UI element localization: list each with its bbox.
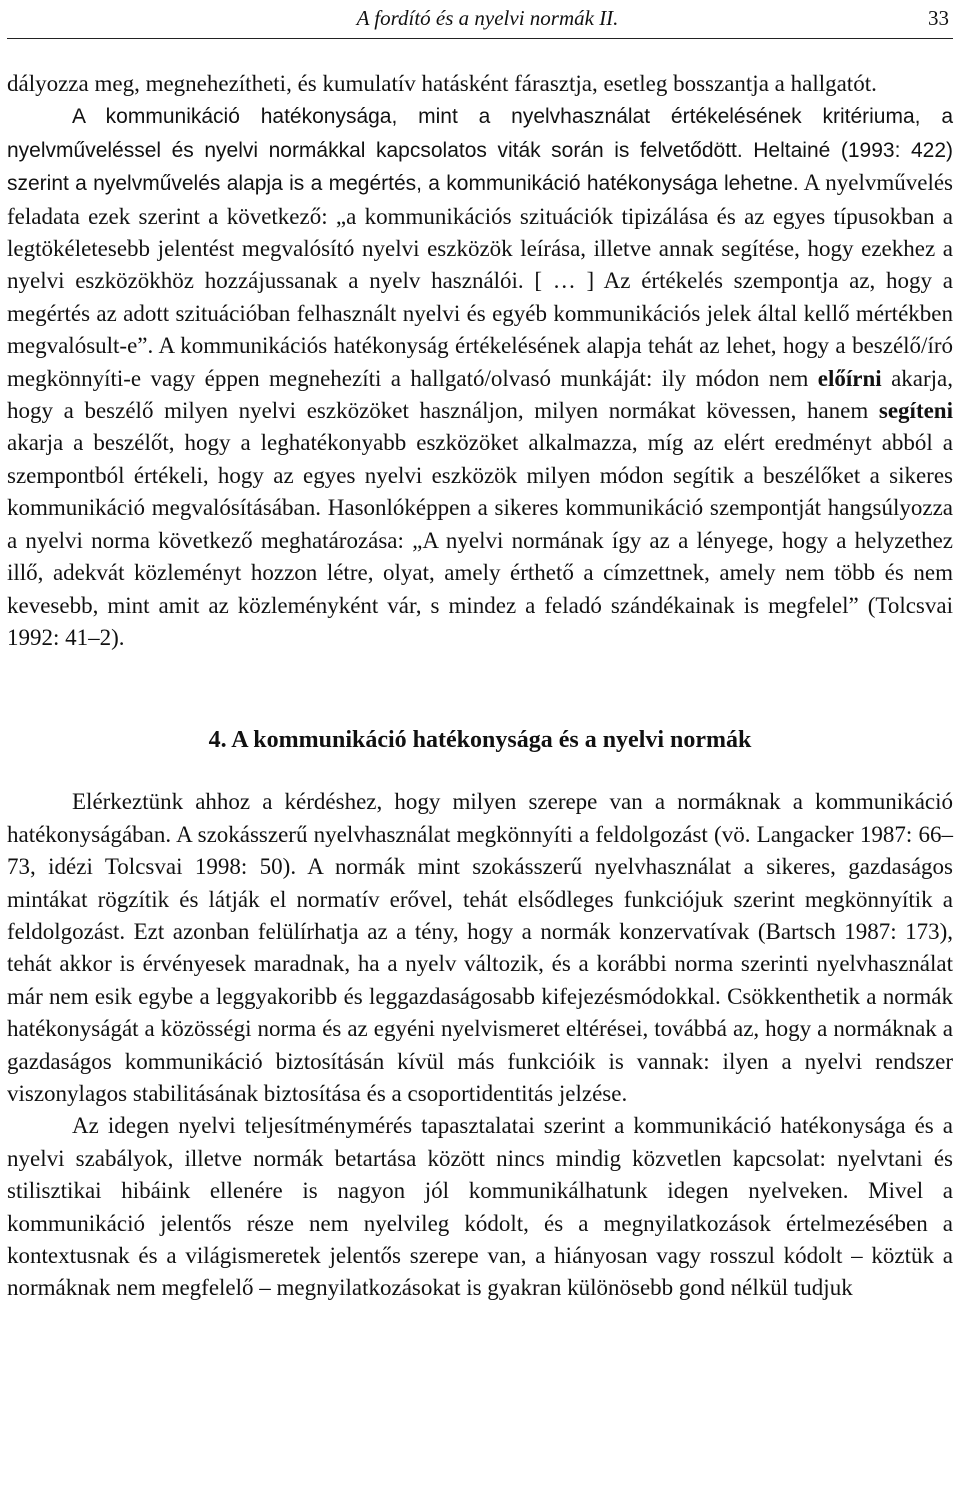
running-header-title: A fordító és a nyelvi normák II. (356, 6, 619, 30)
paragraph-heltaine (7, 100, 953, 654)
paragraph-teljesitmenymeres: Az idegen nyelvi teljesítménymérés tapasztalatai szerint a kommunikáció hatékonysága és a nyelvi szabályok, illetve normák betartása között nincs mindig közvetlen kapcsolat: nyelvtani és stilisztikai hibáink ellenére is nagyon jól kommunikálhatunk idegen nyelveken. Mivel a kommunikáció jelentős része nem nyelvileg kódolt, és a megnyilatkozások értelmezésében a kontextusnak és a világismeretek jelentős szerepe van, a hiányosan vagy rosszul kódolt – köztük a normáknak nem megfelelő – megnyilatkozásokat is gyakran különösebb gond nélkül tudjuk (7, 1113, 953, 1301)
emphasis-eloirni: előírni (817, 365, 882, 391)
page-number: 33 (928, 6, 949, 30)
paragraph-heltaine-text-b: akarja, hogy a beszélő milyen nyelvi eszközöket használjon, milyen normákat kövessen, hanem (7, 365, 953, 424)
paragraph-normak-szerepe: Elérkeztünk ahhoz a kérdéshez, hogy milyen szerepe van a normáknak a kommunikáció hatékonyságában. A szokásszerű nyelvhasználat megkönnyíti a feldolgozást (vö. Langacker 1987: 66–73, idézi Tolcsvai 1998: 50). A normák mint szokásszerű nyelvhasználat a sikeres, gazdaságos mintákat rögzítik és látják el normatív erővel, tehát elsődleges funkciójuk szerint megkönnyítik a feldolgozást. Ezt azonban felülírhatja az a tény, hogy a normák konzervatívak (Bartsch 1987: 173), tehát akkor is érvényesek maradnak, ha a nyelv változik, és a korábbi norma szerinti nyelvhasználat már nem esik egybe a leggyakoribb és leggazdaságosabb kifejezésmódokkal. Csökkenthetik a normák hatékonyságát a közösségi norma és az egyéni nyelvismeret eltérései, továbbá az, hogy a normáknak a gazdaságos kommunikáció biztosításán kívül más funkcióik is vannak: ilyen a nyelvi rendszer viszonylagos stabilitásának biztosítása és a csoportidentitás jelzése. (7, 789, 953, 1106)
paragraph-heltaine-text-a: A nyelvművelés feladata ezek szerint a következő: „a kommunikációs szituációk tipizálása és az egyes típusokban a legtökéletesebb jelentést megvalósító nyelvi eszközök leírása, illetve annak segítése, hogy ezekhez a nyelvi eszközökhöz hozzájussanak a nyelv használói. [ … ] Az értékelés szempontja az, hogy a megértés az adott szituációban felhasznált nyelvi és egyéb kommunikációs jelek által kellő mértékben megvalósult-e”. A kommunikációs hatékonyság értékelésének alapja tehát az lehet, hogy a beszélő/író megkönnyíti-e vagy éppen megnehezíti a hallgató/olvasó munkáját: ily módon nem (7, 170, 953, 391)
section-heading: 4. A kommunikáció hatékonysága és a nyelvi normák (208, 727, 752, 754)
body-text (7, 68, 953, 1305)
running-header (7, 0, 953, 39)
document-page (7, 0, 953, 1305)
paragraph-heltaine-text-c: akarja a beszélőt, hogy a leghatékonyabb eszközöket alkalmazza, míg az elért eredményt abból a szempontból értékeli, hogy az egyes nyelvi eszközök milyen módon segítik a beszélőket a sikeres kommunikáció megvalósításában. Hasonlóképpen a sikeres kommunikáció szempontját hangsúlyozza a nyelvi norma következő meghatározása: „A nyelvi normának így az a lényege, hogy a helyzethez illő, adekvát közleményt hozzon létre, olyat, amely érthető a címzettnek, amely nem több és nem kevesebb, mint amit az közleményként vár, s mindez a feladó szándékainak is megfelel” (Tolcsvai 1992: 41–2). (7, 430, 953, 650)
emphasis-segiteni: segíteni (878, 398, 953, 424)
paragraph-continued: dályozza meg, megnehezítheti, és kumulatív hatásként fárasztja, esetleg bosszantja a hallgatót. (7, 71, 877, 96)
paragraph-heltaine-sans-run: A kommunikáció hatékonysága, mint a nyelvhasználat értékelésének kritériuma, a nyelvműveléssel és nyelvi normákkal kapcsolatos viták során is felvetődött. Heltainé (1993: 422) szerint a nyelvművelés alapja is a megértés, a kommunikáció hatékonysága lehetne. (7, 105, 953, 196)
